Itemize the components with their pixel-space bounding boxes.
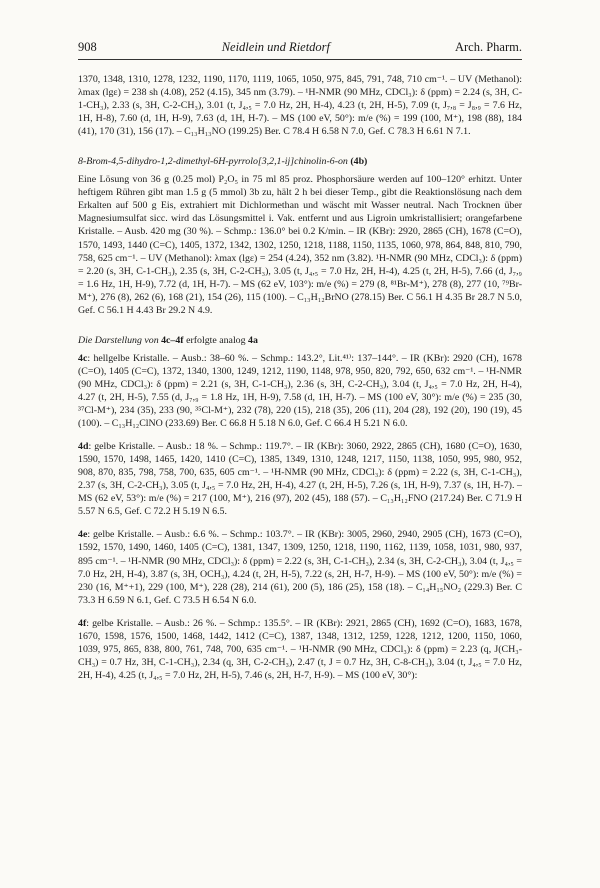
section-heading-prefix: Die Darstellung von: [78, 334, 159, 346]
entry-4f: [78, 617, 522, 682]
section-heading-4c-4f: [78, 334, 522, 347]
compound-4b-heading: [78, 155, 522, 168]
entry-4f-text: : gelbe Kristalle. – Ausb.: 26 %. – Schmp.: 135.5°. – IR (KBr): 2921, 2865 (CH), 1692 (C=O), 1683, 1678, 1670, 1598, 1576, 1500, 1468, 1442, 1412 (C=C), 1387, 1348, 1312, 1259, 1228, 1212, 1200, 1150, 1060, 1039, 975, 865, 838, 800, 761, 748, 700, 635 cm⁻¹. – ¹H-NMR (90 MHz, CDCl₃): δ (ppm) = 2.23 (q, J(CH₃-CH₃) = 0.7 Hz, 3H, C-1-CH₃), 2.34 (q, 3H, C-2-CH₃), 2.47 (t, J = 0.7 Hz, 3H, C-8-CH₃), 3.04 (t, J₄,₅ = 7.0 Hz, 2H, H-4), 4.25 (t, J₄,₅ = 7.0 Hz, 2H, H-5), 7.46 (s, 2H, H-7, H-9). – MS (100 eV, 30°):: [78, 617, 522, 681]
page-number: 908: [78, 40, 97, 54]
entry-4c-text: : hellgelbe Kristalle. – Ausb.: 38–60 %. – Schmp.: 143.2°, Lit.⁴¹⁾: 137–144°. – IR (KBr): 2920 (CH), 1678 (C=O), 1405 (C=C), 1372, 1340, 1300, 1249, 1212, 1190, 1148, 978, 950, 820, 792, 650, 632 cm⁻¹. – ¹H-NMR (90 MHz, CDCl₃): δ (ppm) = 2.21 (s, 3H, C-1-CH₃), 2.36 (s, 3H, C-2-CH₃), 3.04 (t, J₄,₅ = 7.0 Hz, 2H, H-4), 4.27 (t, 2H, H-5), 7.55 (d, J₇,₉ = 1.8 Hz, 1H, H-9), 7.58 (d, 1H, H-7). – MS (100 eV, 30°): m/e (%) = 235 (30, ³⁷Cl-M⁺), 234 (35), 233 (90, ³⁵Cl-M⁺), 232 (78), 220 (15), 218 (35), 206 (11), 204 (28), 192 (20), 190 (19), 45 (100). – C₁₃H₁₂ClNO (233.69) Ber. C 66.8 H 5.18 N 6.0, Gef. C 66.4 H 5.21 N 6.0.: [78, 352, 522, 430]
entry-4c-label: 4c: [78, 352, 88, 364]
section-heading-compounds: 4c–4f: [161, 334, 184, 346]
running-header: [78, 40, 522, 60]
section-heading-middle: erfolgte analog: [186, 334, 246, 346]
top-paragraph: 1370, 1348, 1310, 1278, 1232, 1190, 1170, 1119, 1065, 1050, 975, 845, 791, 748, 710 cm⁻¹. – UV (Methanol): λmax (lgε) = 238 sh (4.08), 252 (4.15), 345 nm (3.79). – ¹H-NMR (90 MHz, CDCl₃): δ (ppm) = 2.24 (s, 3H, C-1-CH₃), 2.33 (s, 3H, C-2-CH₃), 3.01 (t, J₄,₅ = 7.0 Hz, 2H, H-4), 4.23 (t, 2H, H-5), 7.09 (t, J₇,₈ = J₈,₉ = 7.6 Hz, 1H, H-8), 7.60 (d, 1H, H-9), 7.63 (d, 1H, H-7). – MS (100 eV, 50°): m/e (%) = 199 (100, M⁺), 198 (88), 184 (41), 170 (31), 156 (17). – C₁₃H₁₃NO (199.25) Ber. C 78.4 H 6.58 N 7.0, Gef. C 78.3 H 6.61 N 7.1.: [78, 74, 522, 138]
entry-4c: [78, 352, 522, 430]
article-body: [78, 73, 522, 682]
section-heading-ref: 4a: [248, 334, 258, 346]
journal-name: Arch. Pharm.: [454, 40, 522, 54]
compound-4b-label: (4b): [350, 156, 368, 168]
compound-4b-title: 8-Brom-4,5-dihydro-1,2-dimethyl-6H-pyrrolo[3,2,1-ij]chinolin-6-on: [78, 156, 348, 168]
entry-4d: [78, 440, 522, 518]
entry-4f-label: 4f: [78, 617, 87, 629]
running-authors: Neidlein und Rietdorf: [221, 40, 331, 54]
compound-4b-procedure: Eine Lösung von 36 g (0.25 mol) P₂O₅ in 75 ml 85 proz. Phosphorsäure werden auf 100–120° erhitzt. Unter heftigem Rühren gibt man 1.5 g (5 mmol) 3b zu, hält 2 h bei dieser Temp., gibt die Reaktionslösung nach dem Erkalten auf 500 g Eis, extrahiert mit Dichlormethan und wäscht mit Wasser neutral. Nach Trocknen über Magnesiumsulfat sicc. wird das Lösungsmittel i. Vak. entfernt und aus Ligroin umkristallisiert; orangefarbene Kristalle. – Ausb. 420 mg (30 %). – Schmp.: 136.0° bei 0.2 K/min. – IR (KBr): 2920, 2865 (CH), 1678 (C=O), 1570, 1493, 1440 (C=C), 1405, 1372, 1342, 1302, 1250, 1218, 1188, 1150, 1135, 1060, 978, 864, 848, 810, 790, 758, 625 cm⁻¹. – UV (Methanol): λmax (lgε) = 254 (4.24), 352 nm (3.82). ¹H-NMR (90 MHz, CDCl₃): δ (ppm) = 2.20 (s, 3H, C-1-CH₃), 2.35 (s, 3H, C-2-CH₃), 3.05 (t, J₄,₅ = 7.0 Hz, 2H, H-4), 4.25 (t, 2H, H-5), 7.66 (d, J₇,₉ = 1.6 Hz, 1H, H-9), 7.72 (d, 1H, H-7). – MS (62 eV, 103°): m/e (%) = 279 (8, ⁸¹Br-M⁺), 278 (8), 277 (10, ⁷⁹Br-M⁺), 276 (8), 262 (6), 168 (21), 154 (26), 115 (100). – C₁₃H₁₂BrNO (278.15) Ber. C 56.1 H 4.35 Br 28.7 N 5.0, Gef. C 56.1 H 4.43 Br 29.2 N 4.9.: [78, 174, 522, 316]
entry-4d-text: : gelbe Kristalle. – Ausb.: 18 %. – Schmp.: 119.7°. – IR (KBr): 3060, 2922, 2865 (CH), 1680 (C=O), 1630, 1590, 1570, 1498, 1465, 1420, 1410 (C=C), 1385, 1349, 1310, 1248, 1217, 1150, 1138, 1050, 995, 980, 952, 908, 870, 835, 798, 758, 700, 635, 605 cm⁻¹. – ¹H-NMR (90 MHz, CDCl₃): δ (ppm) = 2.22 (s, 3H, C-1-CH₃), 2.37 (s, 3H, C-2-CH₃), 3.05 (t, J₄,₅ = 7.0 Hz, 2H, H-4), 4.27 (t, 2H, H-5), 7.26 (s, 1H, H-9), 7.37 (s, 1H, H-7). – MS (62 eV, 53°): m/e (%) = 217 (100, M⁺), 216 (97), 202 (45), 188 (57). – C₁₃H₁₂FNO (217.24) Ber. C 71.9 H 5.57 N 6.5, Gef. C 72.2 H 5.19 N 6.5.: [78, 441, 522, 518]
entry-4e-text: : gelbe Kristalle. – Ausb.: 6.6 %. – Schmp.: 103.7°. – IR (KBr): 3005, 2960, 2940, 2905 (CH), 1673 (C=O), 1592, 1570, 1490, 1460, 1405 (C=C), 1381, 1347, 1309, 1250, 1218, 1190, 1162, 1139, 1058, 1031, 980, 937, 895 cm⁻¹. – ¹H-NMR (90 MHz, CDCl₃): δ (ppm) = 2.22 (s, 3H, C-1-CH₃), 2.34 (s, 3H, C-2-CH₃), 3.04 (t, J₄,₅ = 7.0 Hz, 2H, H-4), 3.87 (s, 3H, OCH₃), 4.24 (t, 2H, H-5), 7.22 (s, 2H, H-7, H-9). – MS (100 eV, 50°): m/e (%) = 230 (16, M⁺+1), 229 (100, M⁺), 228 (28), 214 (61), 200 (5), 186 (25), 158 (18). – C₁₄H₁₅NO₂ (229.3) Ber. C 73.3 H 6.59 N 6.1, Gef. C 73.5 H 6.54 N 6.0.: [78, 529, 522, 606]
entry-4e-label: 4e: [78, 529, 88, 541]
entry-4d-label: 4d: [78, 441, 89, 453]
entry-4e: [78, 528, 522, 606]
